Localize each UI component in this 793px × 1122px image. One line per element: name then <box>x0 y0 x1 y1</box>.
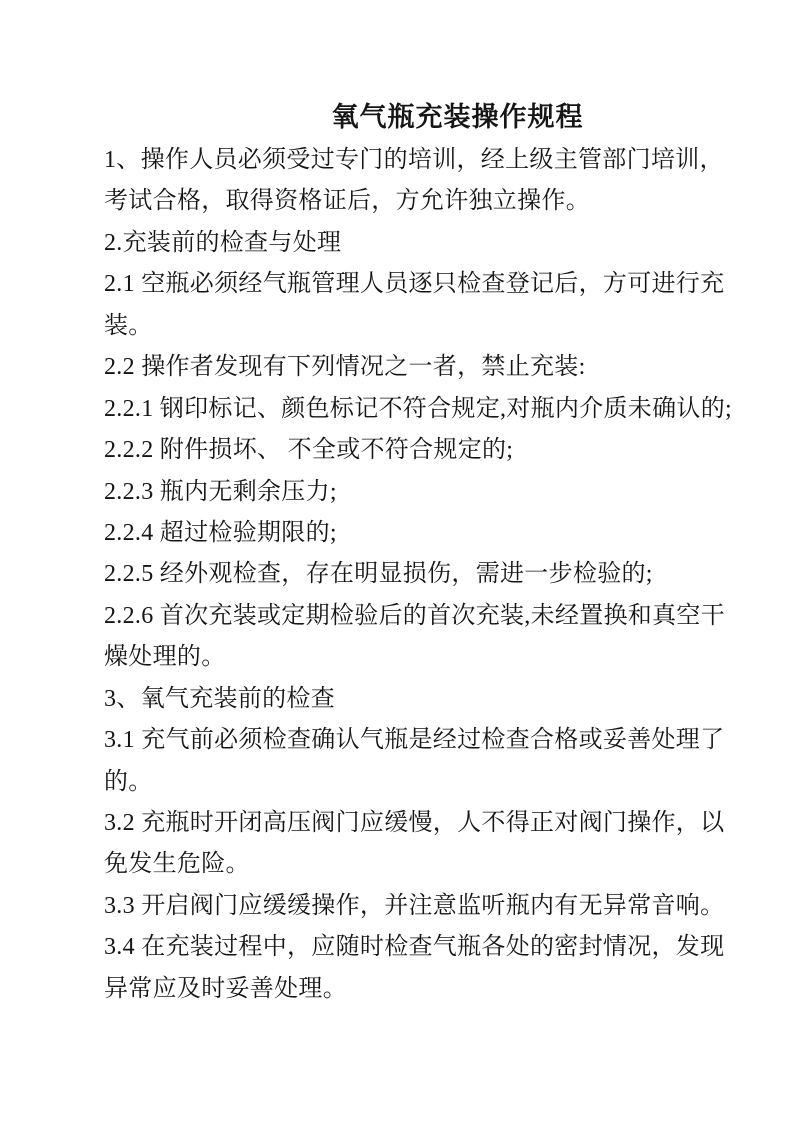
paragraph-3-4 <box>104 927 793 1010</box>
text-line: 2.2 操作者发现有下列情况之一者，禁止充装: <box>104 354 586 381</box>
heading-3 <box>104 679 793 720</box>
text-line: 考试合格，取得资格证后，方允许独立操作。 <box>104 188 590 215</box>
text-line: 免发生危险。 <box>104 851 250 878</box>
paragraph-2-2-3 <box>104 472 793 513</box>
text-line: 2.1 空瓶必须经气瓶管理人员逐只检查登记后，方可进行充 <box>104 271 725 298</box>
text-line: 2.2.2 附件损坏、 不全或不符合规定的; <box>104 437 514 464</box>
text-line: 燥处理的。 <box>104 644 226 671</box>
text-line: 2.2.3 瓶内无剩余压力; <box>104 478 337 505</box>
text-line: 2.2.6 首次充装或定期检验后的首次充装,未经置换和真空干 <box>104 602 725 629</box>
text-line: 3.4 在充装过程中，应随时检查气瓶各处的密封情况，发现 <box>104 934 725 961</box>
text-line: 1、操作人员必须受过专门的培训，经上级主管部门培训， <box>104 147 724 173</box>
text-line: 2.2.4 超过检验期限的; <box>104 519 337 546</box>
text-line: 2.2.5 经外观检查，存在明显损伤，需进一步检验的; <box>104 561 653 588</box>
paragraph-3-3 <box>104 886 793 927</box>
paragraph-2-2-2 <box>104 430 793 471</box>
text-line: 3.2 充瓶时开闭高压阀门应缓慢，人不得正对阀门操作，以 <box>104 810 725 836</box>
paragraph-2-2-6 <box>104 596 793 679</box>
paragraph-3-2 <box>104 803 793 886</box>
paragraph-2-2-1 <box>104 389 793 430</box>
text-line: 异常应及时妥善处理。 <box>104 975 347 1002</box>
paragraph-1 <box>104 140 793 223</box>
text-line: 装。 <box>104 312 153 339</box>
text-line: 3.1 充气前必须检查确认气瓶是经过检查合格或妥善处理了 <box>104 727 725 754</box>
paragraph-2-2-4 <box>104 513 793 554</box>
paragraph-2-2 <box>104 347 793 388</box>
heading-2 <box>104 223 793 264</box>
paragraph-3-1 <box>104 720 793 803</box>
text-line: 3.3 开启阀门应缓缓操作，并注意监听瓶内有无异常音响。 <box>104 892 725 919</box>
text-line: 3、氧气充装前的检查 <box>104 685 335 712</box>
text-line: 2.充装前的检查与处理 <box>104 229 342 256</box>
paragraph-2-1 <box>104 264 793 347</box>
text-line: 2.2.1 钢印标记、颜色标记不符合规定,对瓶内介质未确认的; <box>104 395 732 422</box>
document-title: 氧气瓶充装操作规程 <box>331 102 584 132</box>
text-line: 的。 <box>104 768 153 795</box>
document-body <box>104 140 793 1010</box>
paragraph-2-2-5 <box>104 554 793 595</box>
